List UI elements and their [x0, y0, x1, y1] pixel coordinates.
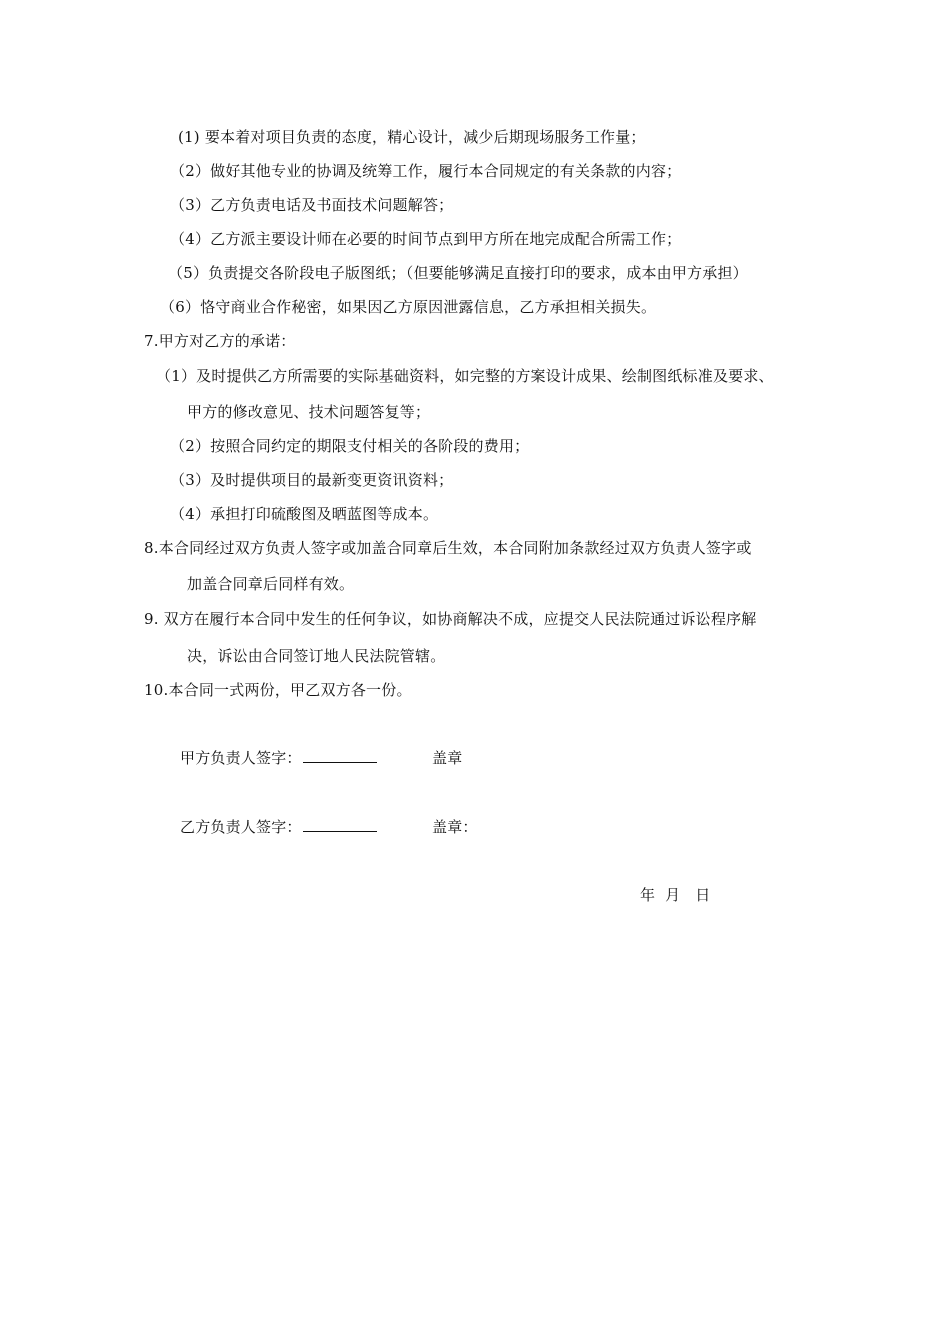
clause-7-item-1: （1）及时提供乙方所需要的实际基础资料，如完整的方案设计成果、绘制图纸标准及要求、 — [156, 367, 774, 385]
clause-7-item-1-cont: 甲方的修改意见、技术问题答复等； — [187, 403, 431, 421]
signing-date: 年 月 日 — [640, 886, 711, 904]
duty-item-4: （4）乙方派主要设计师在必要的时间节点到甲方所在地完成配合所需工作； — [170, 230, 682, 248]
party-a-signature-label: 甲方负责人签字： — [180, 749, 302, 767]
clause-9: 9. 双方在履行本合同中发生的任何争议，如协商解决不成，应提交人民法院通过诉讼程序解 — [144, 610, 757, 628]
duty-item-6: （6）恪守商业合作秘密，如果因乙方原因泄露信息，乙方承担相关损失。 — [160, 298, 657, 316]
party-b-signature-line — [303, 817, 377, 832]
party-b-signature — [180, 817, 377, 837]
duty-item-1: (1) 要本着对项目负责的态度，精心设计，减少后期现场服务工作量； — [178, 128, 646, 146]
clause-7-item-4: （4）承担打印硫酸图及晒蓝图等成本。 — [170, 505, 439, 523]
party-b-seal: 盖章： — [432, 818, 478, 836]
party-a-seal: 盖章 — [432, 749, 463, 767]
duty-item-5: （5）负责提交各阶段电子版图纸；（但要能够满足直接打印的要求，成本由甲方承担） — [168, 264, 748, 282]
clause-8: 8.本合同经过双方负责人签字或加盖合同章后生效，本合同附加条款经过双方负责人签字或 — [144, 539, 752, 557]
duty-item-3: （3）乙方负责电话及书面技术问题解答； — [170, 196, 454, 214]
clause-8-cont: 加盖合同章后同样有效。 — [187, 575, 355, 593]
clause-9-cont: 决，诉讼由合同签订地人民法院管辖。 — [187, 647, 446, 665]
party-a-signature-line — [303, 748, 377, 763]
clause-7-item-3: （3）及时提供项目的最新变更资讯资料； — [170, 471, 454, 489]
clause-7-heading: 7.甲方对乙方的承诺： — [144, 332, 296, 350]
duty-item-2: （2）做好其他专业的协调及统筹工作，履行本合同规定的有关条款的内容； — [170, 162, 682, 180]
clause-7-item-2: （2）按照合同约定的期限支付相关的各阶段的费用； — [170, 437, 530, 455]
clause-10: 10.本合同一式两份，甲乙双方各一份。 — [144, 681, 412, 699]
party-b-signature-label: 乙方负责人签字： — [180, 818, 302, 836]
party-a-signature — [180, 748, 377, 768]
